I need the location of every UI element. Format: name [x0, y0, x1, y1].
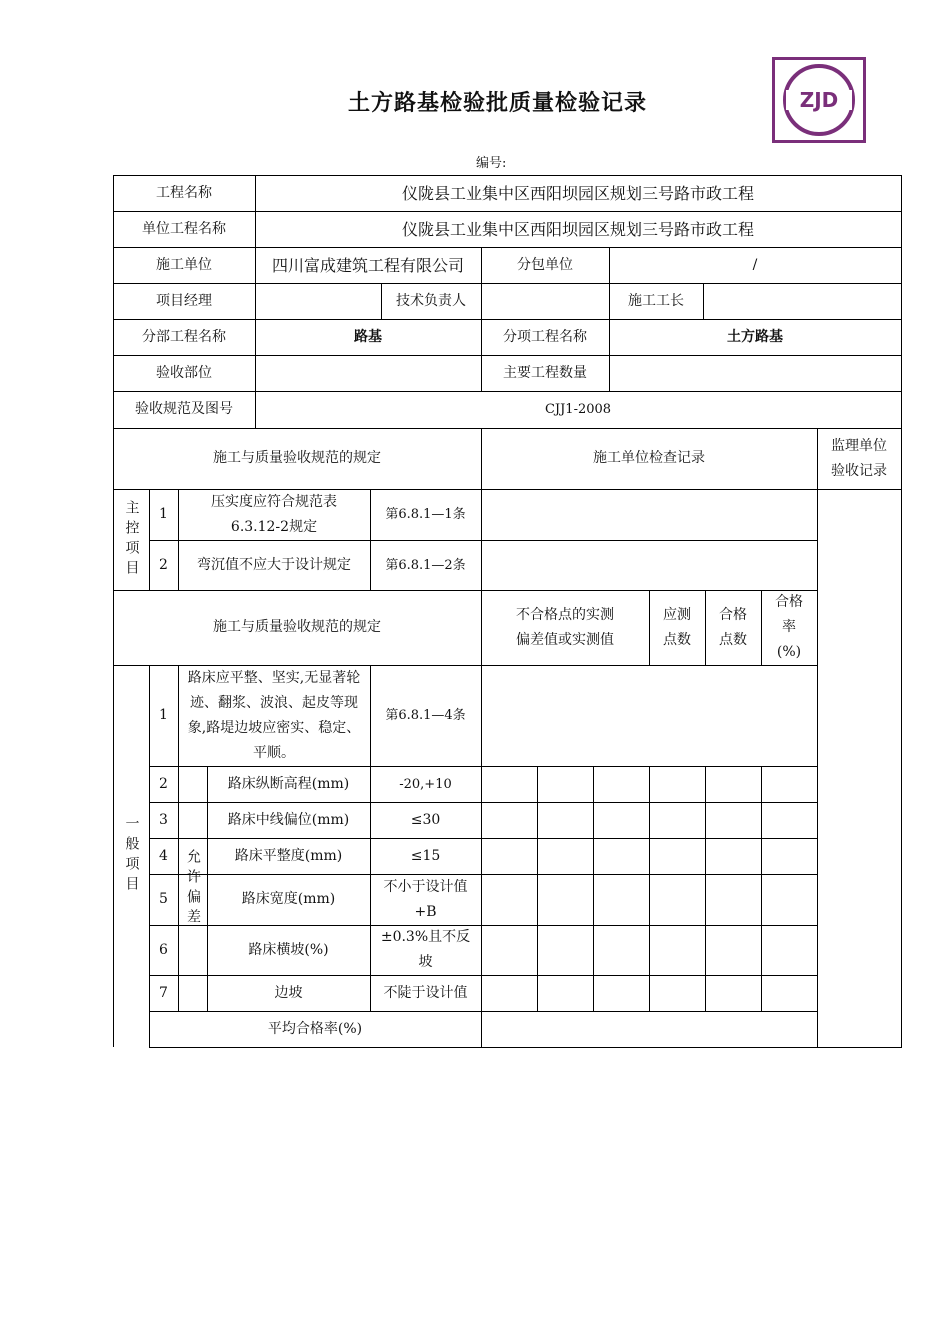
- spec-value: CJJ1-2008: [544, 402, 612, 417]
- main-section-header: 施工与质量验收规范的规定: [213, 450, 381, 466]
- main-item-1-clause: 第6.8.1—1条: [385, 507, 466, 522]
- pass-points-header: 合格点数: [719, 606, 747, 648]
- project-name-value: 仪陇县工业集中区西阳坝园区规划三号路市政工程: [401, 183, 754, 203]
- general-item-value: ≤15: [410, 847, 441, 864]
- general-item-desc: 路床中线偏位(mm): [227, 811, 350, 828]
- main-item-1-no: 1: [159, 506, 168, 522]
- subcontractor-label: 分包单位: [517, 256, 573, 273]
- general-item-no: 5: [159, 891, 168, 907]
- logo-text: ZJD: [799, 88, 839, 112]
- general-item-value: 不陡于设计值: [383, 984, 468, 1001]
- general-item-desc: 路床宽度(mm): [241, 891, 336, 907]
- pass-rate-header: 合格率(%): [775, 594, 803, 660]
- project-name-label: 工程名称: [156, 184, 212, 201]
- subcontractor-value: /: [752, 256, 758, 273]
- tolerance-label: 允许偏差: [185, 848, 201, 929]
- check-record-header: 施工单位检查记录: [593, 450, 705, 466]
- deviation-header: 不合格点的实测偏差值或实测值: [516, 606, 614, 648]
- general-group-label: 一般项目: [123, 816, 140, 896]
- general-item-value: -20,+10: [399, 776, 452, 792]
- average-pass-rate-label: 平均合格率(%): [267, 1020, 363, 1037]
- subdivision-label: 分项工程名称: [503, 328, 587, 345]
- doc-number-label: 编号:: [476, 156, 507, 171]
- subdivision-value: 土方路基: [727, 328, 783, 345]
- general-item-value: 不小于设计值+B: [383, 878, 468, 920]
- general-item-no: 2: [159, 775, 168, 792]
- general-item-desc: 边坡: [274, 984, 303, 1001]
- spec-label: 验收规范及图号: [135, 401, 233, 417]
- unit-project-value: 仪陇县工业集中区西阳坝园区规划三号路市政工程: [401, 219, 754, 239]
- general-item-no: 7: [159, 984, 168, 1001]
- quantity-label: 主要工程数量: [503, 364, 587, 381]
- general-item-desc: 路床平整度(mm): [234, 847, 343, 864]
- general-item-desc: 路床横坡(%): [248, 941, 329, 958]
- supervisor-record-header: 监理单位验收记录: [831, 437, 887, 479]
- main-item-2-no: 2: [159, 556, 168, 573]
- page-title: 土方路基检验批质量检验记录: [347, 91, 647, 116]
- general-item-1-desc: 路床应平整、坚实,无显著轮迹、翻浆、波浪、起皮等现象,路堤边坡应密实、稳定、平顺。: [187, 669, 361, 761]
- tech-lead-label: 技术负责人: [396, 292, 466, 309]
- division-value: 路基: [354, 328, 382, 345]
- main-item-1-desc: 压实度应符合规范表6.3.12-2规定: [211, 493, 337, 535]
- general-item-no: 3: [159, 811, 168, 828]
- general-item-no: 6: [159, 941, 168, 958]
- project-manager-label: 项目经理: [156, 292, 212, 309]
- location-label: 验收部位: [156, 364, 212, 381]
- foreman-label: 施工工长: [628, 292, 684, 309]
- general-item-desc: 路床纵断高程(mm): [227, 775, 350, 792]
- general-item-1-no: 1: [159, 707, 168, 723]
- general-item-value: ±0.3%且不反坡: [380, 929, 471, 970]
- general-item-1-clause: 第6.8.1—4条: [385, 708, 466, 723]
- general-section-header: 施工与质量验收规范的规定: [213, 619, 381, 635]
- main-item-2-desc: 弯沉值不应大于设计规定: [197, 556, 351, 573]
- general-item-value: ≤30: [410, 811, 441, 828]
- contractor-value: 四川富成建筑工程有限公司: [271, 255, 464, 275]
- contractor-label: 施工单位: [156, 256, 212, 273]
- unit-project-label: 单位工程名称: [142, 220, 226, 237]
- should-points-header: 应测点数: [663, 606, 691, 648]
- general-item-no: 4: [159, 847, 168, 864]
- main-control-group-label: 主控项目: [123, 499, 140, 580]
- main-item-2-clause: 第6.8.1—2条: [385, 557, 466, 573]
- division-label: 分部工程名称: [142, 328, 226, 345]
